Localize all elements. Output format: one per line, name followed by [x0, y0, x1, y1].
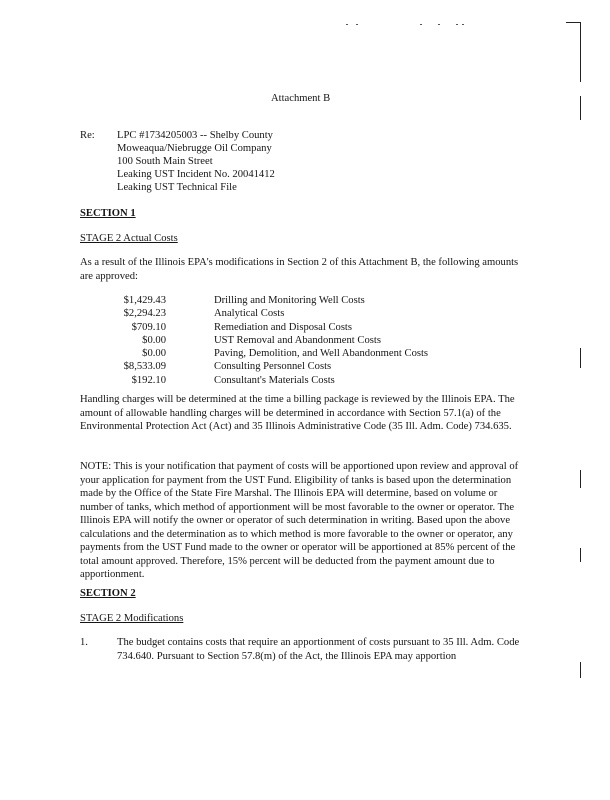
- re-address-block: [117, 129, 275, 194]
- section-2-stage-heading: STAGE 2 Modifications: [80, 613, 184, 624]
- re-line: Leaking UST Incident No. 20041412: [117, 169, 275, 180]
- scan-speck: [356, 24, 358, 25]
- scan-edge-mark: [580, 662, 581, 678]
- cost-amount: $0.00: [142, 348, 166, 360]
- cost-amount: $0.00: [142, 334, 166, 346]
- cost-amount: $709.10: [131, 321, 166, 333]
- cost-description: Consulting Personnel Costs: [214, 361, 332, 373]
- cost-row: [80, 347, 428, 360]
- re-line: 100 South Main Street: [117, 156, 213, 167]
- cost-row: [80, 360, 428, 373]
- section-1-intro: As a result of the Illinois EPA's modifications in Section 2 of this Attachment B, the following amounts are approved:: [80, 257, 519, 282]
- section-1-stage-heading: STAGE 2 Actual Costs: [80, 233, 178, 244]
- scan-edge-mark: [580, 22, 581, 82]
- scan-speck: [456, 24, 458, 25]
- cost-row: [80, 307, 428, 320]
- cost-amount: $8,533.09: [123, 361, 166, 373]
- cost-description: Consultant's Materials Costs: [214, 374, 335, 386]
- cost-amount: $2,294.23: [123, 308, 166, 320]
- cost-row: [80, 374, 428, 387]
- re-label: Re:: [80, 130, 95, 141]
- approved-costs-table: [80, 294, 428, 387]
- section-1-heading: SECTION 1: [80, 208, 136, 219]
- scan-edge-mark: [566, 22, 580, 23]
- item-1-text: The budget contains costs that require an apportionment of costs pursuant to 35 Ill. Adm. Code 734.640. Pursuant to Section 57.8(m) of the Act, the Illinois EPA may apportion: [117, 637, 520, 662]
- scan-edge-mark: [580, 348, 581, 368]
- scan-speck: [438, 24, 440, 25]
- cost-row: [80, 321, 428, 334]
- re-line: Leaking UST Technical File: [117, 182, 237, 193]
- cost-description: UST Removal and Abandonment Costs: [214, 334, 381, 346]
- cost-description: Paving, Demolition, and Well Abandonment Costs: [214, 348, 429, 360]
- cost-row: [80, 294, 428, 307]
- re-line: LPC #1734205003 -- Shelby County: [117, 130, 273, 141]
- scan-speck: [462, 24, 464, 25]
- cost-description: Analytical Costs: [214, 308, 285, 320]
- cost-description: Drilling and Monitoring Well Costs: [214, 295, 365, 306]
- handling-charges-paragraph: Handling charges will be determined at the time a billing package is reviewed by the Illinois EPA. The amount of allowable handling charges will be determined in accordance with Section 57.1(a) of the Environmental Protection Act (Act) and 35 Illinois Administrative Code (35 Ill. Adm. Code) 734.635.: [80, 394, 515, 432]
- scan-speck: [346, 24, 348, 25]
- cost-amount: $192.10: [131, 374, 166, 386]
- cost-amount: $1,429.43: [123, 295, 166, 306]
- re-line: Moweaqua/Niebrugge Oil Company: [117, 143, 272, 154]
- scan-edge-mark: [580, 548, 581, 562]
- scan-edge-mark: [580, 470, 581, 488]
- apportionment-note-paragraph: NOTE: This is your notification that payment of costs will be apportioned upon review and approval of your application for payment from the UST Fund. Eligibility of tanks is based upon the determination made by the Office of the State Fire Marshal. The Illinois EPA will determine, based on volume or number of tanks, which method of apportionment will be most favorable to the owner or operator. The Illinois EPA will notify the owner or operator of such determination in writing. Based upon the above calculations and the determination as to which method is more favorable to the owner or operator, any payments from the UST Fund made to the owner or operator will be apportioned at 85% percent of the total amount approved. Therefore, 15% percent will be deducted from the payment amount due to apportionment.: [80, 461, 519, 580]
- section-2-heading: SECTION 2: [80, 588, 136, 599]
- item-number: 1.: [80, 637, 88, 648]
- cost-row: [80, 334, 428, 347]
- scan-speck: [420, 24, 422, 25]
- attachment-title: Attachment B: [271, 93, 331, 104]
- cost-description: Remediation and Disposal Costs: [214, 321, 353, 333]
- scan-edge-mark: [580, 96, 581, 120]
